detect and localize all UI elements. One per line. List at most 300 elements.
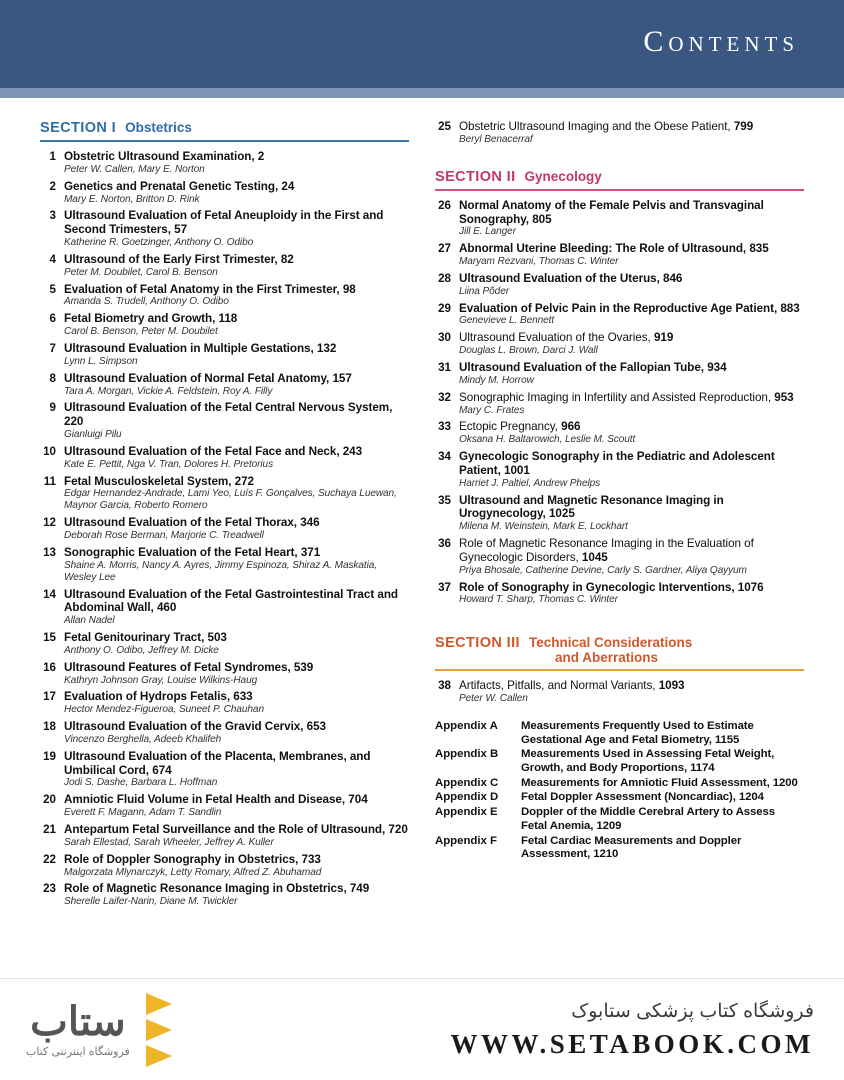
toc-entry-title-text: Role of Sonography in Gynecologic Interventions, (459, 580, 735, 594)
toc-entry-authors: Anthony O. Odibo, Jeffrey M. Dicke (64, 644, 219, 656)
toc-entry-number: 31 (438, 361, 451, 375)
toc-entry-authors: Tara A. Morgan, Vickie A. Feldstein, Roy A. Filly (64, 385, 273, 397)
toc-entry-authors: Jill E. Langer (459, 226, 516, 238)
toc-entry-page: 674 (152, 763, 172, 777)
page-title: Contents (643, 25, 799, 58)
appendix-title-text: Doppler of the Middle Cerebral Artery to Assess Fetal Anemia, (521, 806, 775, 832)
toc-entry-page: 57 (174, 223, 188, 237)
toc-entry-page: 1025 (548, 507, 575, 521)
toc-entry-title-text: Normal Anatomy of the Female Pelvis and Transvaginal Sonography, (459, 198, 764, 226)
toc-entry-body (64, 793, 409, 822)
toc-entry[interactable] (40, 750, 409, 793)
toc-entry-page: 883 (780, 301, 800, 315)
toc-entry-body (459, 199, 804, 242)
toc-entry-page: 704 (348, 793, 368, 807)
toc-entry[interactable] (435, 679, 804, 708)
toc-entry[interactable] (40, 661, 409, 690)
toc-entry-body (459, 331, 804, 360)
toc-entry-authors: Mindy M. Horrow (459, 374, 534, 386)
toc-entry[interactable] (435, 581, 804, 610)
toc-entry[interactable] (435, 199, 804, 242)
toc-entry-body (64, 720, 409, 749)
toc-entry-title (459, 450, 804, 478)
toc-entry[interactable] (40, 253, 409, 282)
toc-entry-page: 82 (280, 252, 294, 266)
toc-entry-body (459, 302, 804, 331)
toc-entry-title (64, 283, 409, 297)
toc-entry-title (64, 690, 409, 704)
section-heading-technical (435, 635, 804, 671)
toc-entry-title (459, 679, 804, 693)
toc-entry-title-text: Ultrasound Evaluation of the Ovaries, (459, 331, 651, 345)
toc-entry-page: 243 (342, 444, 363, 458)
appendix-page: 1155 (714, 733, 740, 746)
toc-entry-number: 27 (438, 242, 451, 256)
toc-entry[interactable] (40, 720, 409, 749)
appendix-title-text: Measurements Used in Assessing Fetal Weight, Growth, and Body Proportions, (521, 748, 775, 775)
toc-entry-title-text: Role of Magnetic Resonance Imaging in Obstetrics, (64, 882, 347, 896)
toc-entry-title (64, 750, 409, 778)
toc-entry-number: 38 (438, 679, 451, 693)
toc-entry-title-text: Ectopic Pregnancy, (459, 420, 558, 434)
page-header (0, 0, 844, 98)
toc-entry-page: 157 (332, 371, 352, 385)
toc-entry-body (64, 750, 409, 793)
toc-entry-body (459, 361, 804, 390)
toc-entry-number: 8 (49, 371, 56, 385)
appendix-page: 1204 (738, 791, 764, 804)
appendix-label: Appendix B (435, 748, 499, 761)
appendix-label: Appendix A (435, 720, 498, 733)
toc-entry-page: 272 (234, 474, 254, 488)
toc-entry-title (459, 302, 804, 316)
section-name (529, 635, 692, 665)
appendix-entry[interactable] (435, 806, 804, 833)
toc-entry-body (64, 546, 409, 587)
toc-entry[interactable] (435, 420, 804, 449)
toc-entry-number: 30 (438, 331, 451, 345)
toc-entry-title-text: Antepartum Fetal Surveillance and the Role of Ultrasound, (64, 823, 386, 837)
toc-entry-title-text: Genetics and Prenatal Genetic Testing, (64, 179, 279, 193)
appendix-page: 1174 (690, 762, 715, 775)
toc-entry-authors: Everett F. Magann, Adam T. Sandlin (64, 807, 222, 819)
toc-entry[interactable] (435, 361, 804, 390)
appendix-title (521, 720, 804, 747)
toc-entry-title-text: Gynecologic Sonography in the Pediatric and Adolescent Patient, (459, 450, 775, 477)
toc-entry-title (64, 588, 409, 616)
toc-entry-title-text: Evaluation of Fetal Anatomy in the First Trimester, (64, 282, 340, 296)
toc-entry-authors: Shaine A. Morris, Nancy A. Ayres, Jimmy Espinoza, Shiraz A. Maskatia, Wesley Lee (64, 559, 377, 583)
toc-entry-authors: Malgorzata Mlynarczyk, Letty Romary, Alfred Z. Abuhamad (64, 866, 322, 878)
toc-entry-body (64, 661, 409, 690)
toc-entry-body (459, 450, 804, 493)
toc-entry-number: 26 (438, 198, 451, 212)
toc-entry-page: 720 (388, 823, 408, 837)
toc-entry-title (459, 494, 804, 522)
appendix-entry[interactable] (435, 777, 804, 791)
toc-entry-title (459, 581, 804, 595)
appendix-title (521, 791, 804, 805)
chapter-list-obstetrics (40, 150, 409, 911)
toc-entry-title-text: Evaluation of Pelvic Pain in the Reproductive Age Patient, (459, 301, 778, 315)
toc-entry-title-text: Fetal Musculoskeletal System, (64, 474, 232, 488)
toc-entry-body (64, 401, 409, 444)
toc-entry-authors: Katherine R. Goetzinger, Anthony O. Odibo (64, 237, 254, 248)
toc-entry-title-text: Ultrasound Evaluation of the Gravid Cervix, (64, 720, 304, 734)
appendix-list (435, 720, 804, 862)
toc-entry-body (64, 180, 409, 209)
toc-entry[interactable] (40, 882, 409, 911)
toc-entry[interactable] (40, 516, 409, 545)
logo-subtitle: فروشگاه اینترنتی کتاب (26, 1045, 130, 1058)
toc-entry-number: 22 (43, 852, 56, 866)
toc-entry-number: 17 (43, 690, 56, 704)
toc-entry-title (64, 853, 409, 867)
section-name: Gynecology (524, 168, 602, 184)
toc-entry-number: 18 (43, 720, 56, 734)
appendix-title (521, 748, 804, 775)
toc-entry-number: 11 (43, 474, 56, 488)
toc-entry-title-text: Ultrasound and Magnetic Resonance Imaging in Urogynecology, (459, 493, 724, 521)
chevron-logo-icon (146, 993, 172, 1067)
toc-entry-authors: Allan Nadel (64, 615, 115, 627)
toc-entry[interactable] (40, 445, 409, 474)
toc-entry-title-text: Sonographic Imaging in Infertility and Assisted Reproduction, (459, 390, 772, 404)
toc-entry-body (64, 475, 409, 516)
toc-entry[interactable] (40, 588, 409, 631)
toc-entry-authors: Oksana H. Baltarowich, Leslie M. Scoutt (459, 434, 636, 446)
toc-entry[interactable] (40, 342, 409, 371)
toc-entry[interactable] (435, 494, 804, 537)
toc-entry-number: 12 (43, 516, 56, 530)
toc-entry-body (459, 272, 804, 301)
toc-entry-number: 36 (438, 537, 451, 551)
toc-entry-number: 33 (438, 420, 451, 434)
toc-entry-page: 118 (218, 312, 238, 326)
toc-entry-number: 19 (43, 749, 56, 763)
toc-entry-page: 1076 (737, 580, 764, 594)
toc-entry-authors: Lynn L. Simpson (64, 355, 138, 367)
section-number: SECTION II (435, 168, 516, 185)
toc-entry-authors: Beryl Benacerraf (459, 133, 533, 145)
toc-entry-body (64, 312, 409, 341)
toc-entry-title (64, 475, 409, 489)
toc-entry-title (64, 631, 409, 645)
toc-entry-page: 2 (257, 150, 265, 163)
toc-entry[interactable] (40, 853, 409, 882)
toc-entry-page: 460 (156, 601, 177, 615)
toc-entry-title (459, 537, 804, 565)
toc-entry-title (64, 372, 409, 386)
toc-entry[interactable] (40, 283, 409, 312)
toc-entry[interactable] (435, 331, 804, 360)
toc-entry-title (64, 150, 409, 164)
toc-entry-authors: Harriet J. Paltiel, Andrew Phelps (459, 477, 601, 489)
toc-entry-number: 20 (43, 793, 56, 807)
toc-entry-title (459, 242, 804, 256)
toc-entry-authors: Deborah Rose Berman, Marjorie C. Treadwell (64, 530, 264, 542)
footer-logo-area (0, 993, 360, 1067)
toc-entry[interactable] (40, 180, 409, 209)
toc-entry[interactable] (435, 450, 804, 493)
toc-entry-title-text: Amniotic Fluid Volume in Fetal Health and Disease, (64, 793, 346, 807)
toc-entry-page: 953 (774, 390, 794, 404)
appendix-title (521, 835, 804, 862)
toc-entry-number: 23 (43, 882, 56, 896)
appendix-title (521, 777, 804, 791)
toc-entry-authors: Maryam Rezvani, Thomas C. Winter (459, 256, 619, 267)
toc-entry-number: 4 (49, 252, 56, 266)
toc-entry-authors: Peter W. Callen (459, 693, 528, 705)
toc-entry[interactable] (435, 391, 804, 420)
toc-entry-title-text: Ultrasound Evaluation of the Fetal Gastrointestinal Tract and Abdominal Wall, (64, 587, 398, 615)
appendix-title-text: Measurements for Amniotic Fluid Assessment, (521, 776, 770, 789)
toc-entry-title (459, 420, 804, 434)
appendix-entry[interactable] (435, 791, 804, 805)
toc-entry[interactable] (40, 690, 409, 719)
toc-entry-title-text: Ultrasound Evaluation in Multiple Gestations, (64, 342, 314, 356)
toc-entry-authors: Liina Põder (459, 285, 509, 297)
toc-entry-page: 220 (64, 415, 84, 429)
toc-entry-title-text: Artifacts, Pitfalls, and Normal Variants, (459, 679, 656, 693)
left-column (40, 120, 409, 978)
toc-entry-number: 32 (438, 390, 451, 404)
appendix-page: 1210 (593, 848, 619, 861)
toc-entry-page: 1045 (581, 550, 608, 564)
toc-entry-title-text: Ultrasound Evaluation of the Fetal Thorax, (64, 516, 297, 530)
toc-entry-number: 15 (43, 631, 56, 645)
toc-entry-title (459, 331, 804, 345)
toc-entry-title (459, 272, 804, 286)
toc-entry-authors: Peter W. Callen, Mary E. Norton (64, 163, 205, 175)
toc-entry-page: 653 (306, 720, 327, 734)
toc-entry-page: 98 (342, 282, 356, 296)
toc-entry-body (64, 588, 409, 631)
toc-entry-number: 25 (438, 120, 451, 133)
toc-entry-body (64, 631, 409, 660)
toc-entry-authors: Carol B. Benson, Peter M. Doubilet (64, 326, 218, 338)
toc-entry-authors: Mary E. Norton, Britton D. Rink (64, 193, 200, 205)
toc-entry-title-text: Fetal Biometry and Growth, (64, 312, 216, 326)
toc-entry[interactable] (40, 631, 409, 660)
toc-entry-authors: Douglas L. Brown, Darci J. Wall (459, 345, 598, 357)
appendix-entry[interactable] (435, 720, 804, 747)
toc-entry-page: 539 (293, 660, 314, 674)
toc-entry[interactable] (435, 302, 804, 331)
appendix-label: Appendix D (435, 791, 499, 804)
toc-entry-authors: Vincenzo Berghella, Adeeb Khalifeh (64, 733, 222, 745)
toc-entry-title (64, 209, 409, 237)
section-number: SECTION III (435, 635, 520, 652)
toc-entry-authors: Edgar Hernandez-Andrade, Lami Yeo, Luís F. Gonçalves, Suchaya Luewan, Maynor Garcia, Roberto Romero (64, 488, 397, 512)
toc-entry-title-text: Ultrasound Evaluation of the Fetal Face and Neck, (64, 444, 340, 458)
toc-entry-authors: Hector Mendez-Figueroa, Suneet P. Chauhan (64, 704, 264, 716)
toc-entry-body (64, 690, 409, 719)
toc-entry-body (459, 391, 804, 420)
toc-entry-authors: Peter M. Doubilet, Carol B. Benson (64, 266, 218, 278)
toc-entry-title (459, 199, 804, 227)
toc-entry-page: 835 (749, 242, 769, 256)
toc-entry[interactable] (435, 120, 804, 149)
toc-entry-body (459, 242, 804, 271)
toc-entry-body (459, 494, 804, 537)
toc-entry-title-text: Ultrasound of the Early First Trimester, (64, 252, 278, 266)
toc-entry-page: 799 (733, 120, 754, 133)
toc-entry[interactable] (435, 242, 804, 271)
toc-entry-number: 35 (438, 493, 451, 507)
toc-entry-body (64, 283, 409, 312)
toc-entry-body (64, 150, 409, 179)
toc-entry-authors: Sarah Ellestad, Sarah Wheeler, Jeffrey A. Kuller (64, 836, 274, 848)
toc-entry-number: 1 (49, 150, 56, 163)
toc-entry-number: 6 (49, 312, 56, 326)
appendix-entry[interactable] (435, 748, 804, 775)
toc-entry-title (64, 661, 409, 675)
toc-entry[interactable] (40, 150, 409, 179)
toc-entry-number: 3 (49, 209, 56, 223)
appendix-title (521, 806, 804, 833)
toc-entry-title-text: Obstetric Ultrasound Examination, (64, 150, 255, 163)
toc-entry-title (64, 445, 409, 459)
appendix-entry[interactable] (435, 835, 804, 862)
toc-entry-title (64, 546, 409, 560)
toc-entry-title (64, 401, 409, 429)
toc-entry-title-text: Ultrasound Evaluation of the Uterus, (459, 271, 660, 285)
chapter-list-technical (435, 679, 804, 708)
page-fade (40, 952, 409, 978)
toc-entry-page: 749 (349, 882, 370, 896)
toc-entry-title (64, 253, 409, 267)
toc-entry-number: 29 (438, 301, 451, 315)
logo-block (26, 998, 130, 1058)
toc-entry-number: 13 (43, 545, 56, 559)
toc-entry-title (64, 793, 409, 807)
toc-entry-title-text: Ultrasound Evaluation of Normal Fetal Anatomy, (64, 371, 330, 385)
toc-entry-page: 346 (300, 516, 320, 530)
toc-entry-body (459, 679, 804, 708)
footer-banner (0, 978, 844, 1080)
toc-entry-authors: Mary C. Frates (459, 404, 525, 416)
toc-entry-page: 24 (281, 179, 295, 193)
toc-entry[interactable] (435, 537, 804, 580)
toc-entry-number: 14 (43, 587, 56, 601)
footer-url[interactable]: WWW.SETABOOK.COM (450, 1028, 814, 1059)
toc-entry-page: 805 (532, 212, 552, 226)
toc-entry-title-text: Fetal Genitourinary Tract, (64, 631, 205, 645)
appendix-label: Appendix C (435, 776, 499, 789)
toc-entry-body (64, 516, 409, 545)
toc-entry-title (64, 312, 409, 326)
contents-page (0, 98, 844, 978)
toc-entry[interactable] (40, 209, 409, 252)
section-heading-gynecology (435, 169, 804, 191)
toc-entry-page: 934 (707, 361, 727, 375)
chapter-list-obstetrics-continued (435, 120, 804, 149)
chapter-list-gynecology (435, 199, 804, 610)
toc-entry-title-text: Evaluation of Hydrops Fetalis, (64, 690, 231, 704)
appendix-label: Appendix F (435, 834, 498, 847)
logo-text: ستاب (30, 998, 126, 1044)
toc-entry-number: 5 (49, 282, 56, 296)
toc-entry[interactable] (40, 793, 409, 822)
toc-entry-authors: Genevieve L. Bennett (459, 315, 555, 327)
toc-entry-title (64, 823, 409, 837)
toc-entry-page: 733 (301, 852, 321, 866)
toc-entry-body (64, 853, 409, 882)
toc-entry[interactable] (435, 272, 804, 301)
toc-entry-title (64, 720, 409, 734)
toc-entry-page: 1001 (504, 463, 530, 477)
toc-entry-body (64, 372, 409, 401)
toc-entry-title-text: Role of Magnetic Resonance Imaging in the Evaluation of Gynecologic Disorders, (459, 537, 754, 564)
toc-entry-number: 2 (49, 179, 56, 193)
toc-entry-title (459, 361, 804, 375)
toc-entry-title-text: Obstetric Ultrasound Imaging and the Obese Patient, (459, 120, 731, 133)
section-name-line1: Technical Considerations (528, 635, 693, 651)
appendix-title-text: Fetal Doppler Assessment (Noncardiac), (521, 791, 736, 804)
toc-entry-title (459, 391, 804, 405)
toc-entry[interactable] (40, 312, 409, 341)
toc-entry-page: 846 (663, 271, 683, 285)
toc-entry-page: 919 (653, 331, 674, 345)
toc-entry-number: 37 (438, 580, 451, 594)
toc-entry-title-text: Sonographic Evaluation of the Fetal Heart, (64, 545, 298, 559)
footer-text-area (360, 1000, 844, 1060)
toc-entry-authors: Howard T. Sharp, Thomas C. Winter (459, 594, 618, 606)
toc-entry-body (459, 120, 804, 149)
toc-entry-title-text: Ultrasound Features of Fetal Syndromes, (64, 660, 291, 674)
toc-entry-number: 34 (438, 450, 451, 464)
toc-entry[interactable] (40, 823, 409, 852)
toc-entry-number: 7 (49, 342, 56, 356)
toc-entry-title (459, 120, 804, 134)
toc-entry-body (64, 882, 409, 911)
toc-entry[interactable] (40, 546, 409, 587)
toc-entry-authors: Sherelle Laifer-Narin, Diane M. Twickler (64, 896, 238, 908)
right-column (435, 120, 804, 978)
toc-entry-page: 966 (561, 420, 581, 434)
appendix-page: 1200 (772, 776, 798, 789)
toc-entry-number: 28 (438, 271, 451, 285)
toc-entry-authors: Kathryn Johnson Gray, Louise Wilkins-Haug (64, 674, 258, 686)
section-name-line2: and Aberrations (554, 650, 658, 666)
appendix-title-text: Measurements Frequently Used to Estimate Gestational Age and Fetal Biometry, (521, 720, 754, 746)
toc-entry-title-text: Abnormal Uterine Bleeding: The Role of Ultrasound, (459, 242, 747, 256)
toc-entry-body (64, 445, 409, 474)
toc-entry[interactable] (40, 372, 409, 401)
toc-entry-body (64, 209, 409, 252)
appendix-page: 1209 (596, 819, 622, 832)
toc-entry-body (459, 581, 804, 610)
toc-entry-authors: Milena M. Weinstein, Mark E. Lockhart (459, 521, 628, 533)
toc-entry-page: 1093 (658, 679, 685, 693)
section-heading-obstetrics (40, 120, 409, 142)
toc-entry-number: 9 (49, 401, 56, 415)
toc-entry-authors: Kate E. Pettit, Nga V. Tran, Dolores H. Pretorius (64, 458, 274, 470)
toc-entry-body (459, 537, 804, 580)
toc-entry-page: 371 (300, 545, 321, 559)
toc-entry[interactable] (40, 475, 409, 516)
footer-tagline: فروشگاه کتاب پزشکی ستابوک (571, 1000, 814, 1022)
toc-entry[interactable] (40, 401, 409, 444)
toc-entry-number: 21 (43, 823, 56, 837)
appendix-label: Appendix E (435, 806, 498, 819)
toc-entry-body (64, 823, 409, 852)
appendix-title-text: Fetal Cardiac Measurements and Doppler Assessment, (521, 834, 742, 861)
toc-entry-title-text: Role of Doppler Sonography in Obstetrics, (64, 852, 299, 866)
section-number: SECTION I (40, 120, 117, 136)
toc-entry-authors: Amanda S. Trudell, Anthony O. Odibo (64, 296, 229, 308)
